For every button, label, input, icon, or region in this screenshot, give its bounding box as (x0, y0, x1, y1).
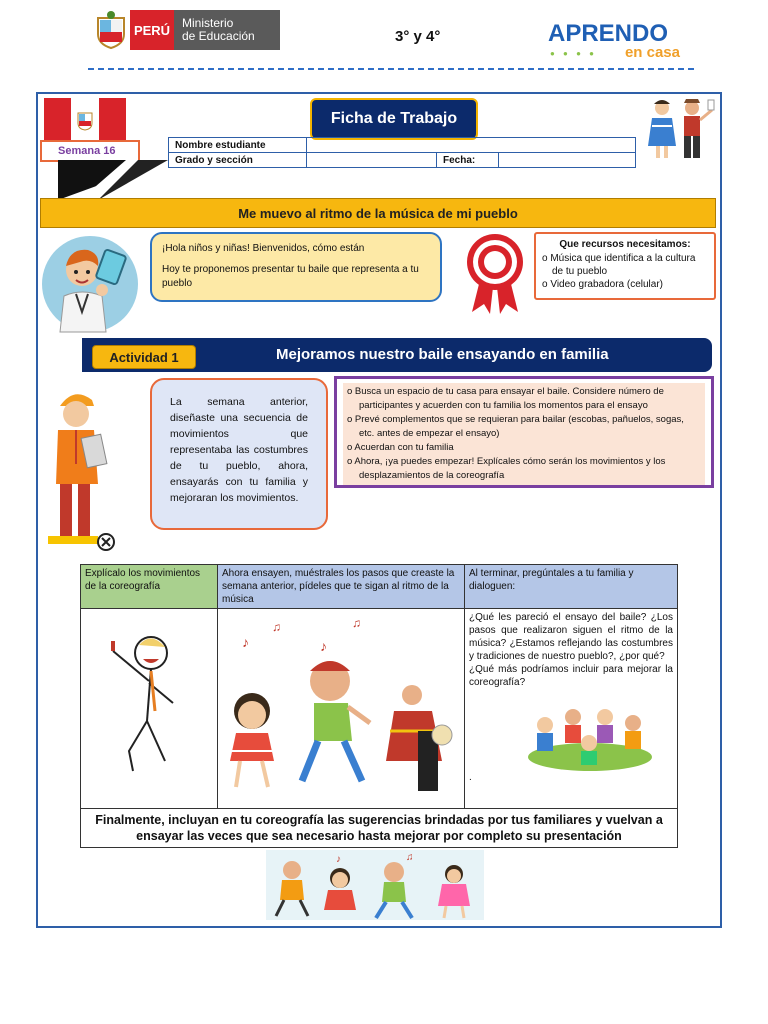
stick-figure-dancer-illustration (85, 611, 213, 801)
coat-of-arms-icon (76, 111, 94, 131)
dot-mark: . (469, 772, 472, 783)
logo-dots-icon: ● ● ● ● (550, 49, 597, 58)
date-label: Fecha: (437, 153, 499, 168)
svg-text:♫: ♫ (272, 620, 281, 634)
dancing-group-cell (218, 609, 465, 809)
column-header-explain: Explícalo los movimientos de la coreografía (81, 565, 218, 609)
aprendo-logo-top: APRENDO (548, 20, 669, 47)
logo-ministry: Ministerio de Educación (174, 10, 280, 50)
activity-table (80, 564, 678, 848)
resource-item: o Video grabadora (celular) (542, 279, 664, 290)
header-divider (88, 68, 694, 70)
instruction-item: o Ahora, ¡ya puedes empezar! Explícales cómo serán los movimientos y los desplazamientos de la coreografía (347, 456, 666, 481)
grade-section-field[interactable] (307, 153, 437, 168)
dialogue-question-improve: ¿Qué más podríamos incluir para mejorar la coreografía? (469, 664, 673, 688)
family-group-illustration (525, 699, 655, 771)
svg-text:♪: ♪ (242, 634, 249, 650)
decorative-shape (58, 160, 168, 200)
svg-text:♪: ♪ (336, 854, 341, 865)
instruction-item: o Acuerdan con tu familia (347, 442, 454, 453)
dancing-children-banner-illustration (266, 850, 484, 920)
instruction-item: o Prevé complementos que se requieran para bailar (escobas, pañuelos, sogas, etc. antes de empezar el ensayo) (347, 414, 684, 439)
activity-title: Mejoramos nuestro baile ensayando en familia (276, 346, 609, 363)
worksheet-title: Ficha de Trabajo (310, 98, 478, 140)
dialogue-cell (465, 609, 678, 809)
svg-text:♫: ♫ (352, 616, 361, 630)
resources-title: Que recursos necesitamos: (559, 239, 691, 250)
instructions-box (334, 376, 714, 488)
boy-with-clipboard-illustration (44, 384, 124, 552)
final-instruction: Finalmente, incluyan en tu coreografía las sugerencias brindadas por tus familiares y vuelvan a ensayar las veces que sea necesario hasta mejorar por completo su presentación (81, 809, 678, 848)
dancing-kids-illustration (640, 96, 716, 162)
peru-rosette-icon (464, 232, 526, 314)
teacher-illustration (40, 232, 140, 334)
resources-box (534, 232, 716, 300)
welcome-proposal: Hoy te proponemos presentar tu baile que representa a tu pueblo (162, 264, 419, 289)
activity-speech-bubble: La semana anterior, diseñaste una secuencia de movimientos que representaba las costumbres de tu pueblo, ahora, ensayarás con tu familia y mejoraran los movimientos. (150, 378, 328, 530)
activity-label: Actividad 1 (92, 345, 196, 369)
lesson-title: Me muevo al ritmo de la música de mi pueblo (40, 198, 716, 228)
welcome-greeting: ¡Hola niños y niñas! Bienvenidos, cómo están (162, 243, 365, 254)
resource-item: o Música que identifica a la cultura de tu pueblo (542, 253, 696, 277)
aprendo-en-casa-logo (548, 22, 680, 62)
welcome-speech-bubble (150, 232, 442, 302)
logo-country: PERÚ (130, 10, 174, 50)
dancing-children-illustration (222, 611, 460, 801)
name-label: Nombre estudiante (169, 138, 307, 153)
aprendo-logo-bottom: en casa (624, 44, 680, 61)
grade-label: 3° y 4° (395, 28, 441, 45)
peru-shield-icon (92, 10, 130, 50)
column-header-rehearse: Ahora ensayen, muéstrales los pasos que creaste la semana anterior, pídeles que te sigan al ritmo de la música (218, 565, 465, 609)
minedu-logo (92, 10, 280, 50)
week-tag: Semana 16 (40, 140, 140, 162)
svg-text:♪: ♪ (320, 638, 327, 654)
name-field[interactable] (307, 138, 636, 153)
dialogue-questions: ¿Qué les pareció el ensayo del baile? ¿Los pasos que realizaron siguen el ritmo de la música? ¿Estamos reflejando las costumbres y tradiciones de nuestro pueblo?, ¿por qué? (469, 612, 673, 662)
date-field[interactable] (499, 153, 636, 168)
peru-flag-icon (44, 98, 126, 144)
stick-figure-cell (81, 609, 218, 809)
svg-text:♫: ♫ (406, 852, 414, 863)
instruction-item: o Busca un espacio de tu casa para ensayar el baile. Considere número de participantes y acuerden con tu familia los momentos para el ensayo (347, 386, 664, 411)
grade-section-label: Grado y sección (169, 153, 307, 168)
column-header-dialogue: Al terminar, pregúntales a tu familia y dialoguen: (465, 565, 678, 609)
student-info-form (168, 137, 636, 168)
